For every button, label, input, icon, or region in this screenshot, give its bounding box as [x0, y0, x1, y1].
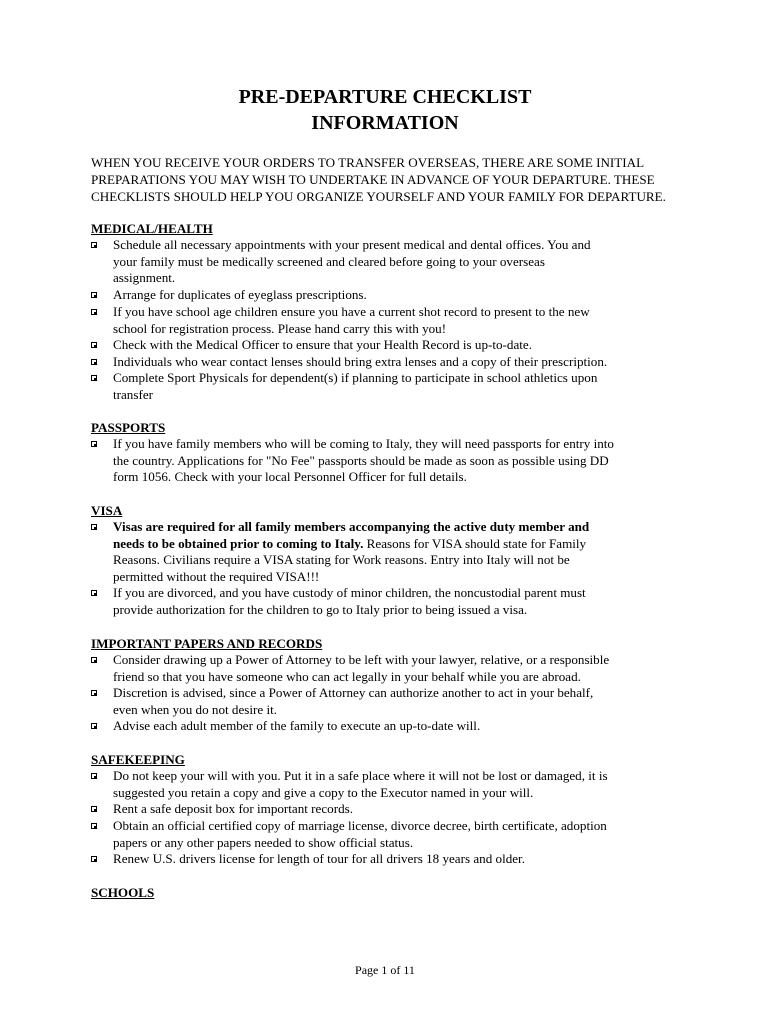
checklist-item-text: Complete Sport Physicals for dependent(s) if planning to participate in school athletics upon transfer	[113, 370, 598, 402]
section-heading-visa: VISA	[91, 503, 123, 518]
section-heading-papers: IMPORTANT PAPERS AND RECORDS	[91, 636, 323, 651]
checklist-item-text: Consider drawing up a Power of Attorney to be left with your lawyer, relative, or a responsible friend so that you have someone who can act legally in your behalf while you are abroad.	[113, 652, 610, 684]
checklist-item-text: Individuals who wear contact lenses should bring extra lenses and a copy of their prescription.	[113, 354, 608, 369]
page-title-line2: INFORMATION	[311, 112, 459, 134]
checklist-item-text: If you are divorced, and you have custody of minor children, the noncustodial parent must provide authorization for the children to go to Italy prior to being issued a visa.	[113, 585, 586, 617]
checklist-item-text: Obtain an official certified copy of marriage license, divorce decree, birth certificate, adoption papers or any other papers needed to show official status.	[113, 818, 607, 850]
checkbox-icon	[91, 342, 97, 348]
section-heading-safekeeping: SAFEKEEPING	[91, 752, 185, 767]
checklist-item-text: Check with the Medical Officer to ensure that your Health Record is up-to-date.	[113, 337, 532, 352]
checkbox-icon	[91, 690, 97, 696]
page-number: Page 1 of 11	[355, 963, 415, 977]
checkbox-icon	[91, 359, 97, 365]
checkbox-icon	[91, 242, 97, 248]
checklist-item-text: If you have family members who will be coming to Italy, they will need passports for entry into the country. Applications for "No Fee" passports should be made as soon as possible using DD form 1056. Check with your local Personnel Officer for full details.	[113, 436, 614, 485]
section-heading-medical: MEDICAL/HEALTH	[91, 221, 213, 236]
checklist-item-text: Schedule all necessary appointments with your present medical and dental offices. You and your family must be medically screened and cleared before going to your overseas assignment.	[113, 237, 591, 286]
visa-requirement-text: Reasons for VISA should state for Family Reasons. Civilians require a VISA stating for Work reasons. Entry into Italy will not be permitted without the required VISA!!!	[113, 535, 587, 584]
checkbox-icon	[91, 823, 97, 829]
checkbox-icon	[91, 309, 97, 315]
checklist-item-text: Do not keep your will with you. Put it in a safe place where it will not be lost or damaged, it is suggested you retain a copy and give a copy to the Executor named in your will.	[113, 768, 608, 800]
checkbox-icon	[91, 773, 97, 779]
checkbox-icon	[91, 441, 97, 447]
page-title-line1: PRE-DEPARTURE CHECKLIST	[238, 86, 532, 108]
visa-requirement-bold-text: Visas are required for all family members accompanying the active duty member and needs to be obtained prior to coming to Italy.	[113, 519, 590, 551]
checkbox-icon	[91, 375, 97, 381]
section-heading-passports: PASSPORTS	[91, 420, 166, 435]
section-heading-schools: SCHOOLS	[91, 885, 155, 900]
intro-paragraph: WHEN YOU RECEIVE YOUR ORDERS TO TRANSFER OVERSEAS, THERE ARE SOME INITIAL PREPARATIONS YOU MAY WISH TO UNDERTAKE IN ADVANCE OF YOUR DEPARTURE. THESE CHECKLISTS SHOULD HELP YOU ORGANIZE YOURSELF AND YOUR FAMILY FOR DEPARTURE.	[91, 155, 666, 204]
checkbox-icon	[91, 590, 97, 596]
checklist-item-text: If you have school age children ensure you have a current shot record to present to the new school for registration process. Please hand carry this with you!	[113, 304, 590, 336]
checkbox-icon	[91, 723, 97, 729]
checkbox-icon	[91, 657, 97, 663]
checklist-item-text	[113, 519, 693, 585]
checklist-item-text: Rent a safe deposit box for important records.	[113, 801, 353, 816]
checkbox-icon	[91, 856, 97, 862]
checklist-item-text: Arrange for duplicates of eyeglass prescriptions.	[113, 287, 367, 302]
checkbox-icon	[91, 292, 97, 298]
checklist-item-text: Renew U.S. drivers license for length of tour for all drivers 18 years and older.	[113, 851, 525, 866]
checklist-item-text: Advise each adult member of the family to execute an up-to-date will.	[113, 718, 481, 733]
checkbox-icon	[91, 524, 97, 530]
checklist-item-text: Discretion is advised, since a Power of Attorney can authorize another to act in your behalf, even when you do not desire it.	[113, 685, 594, 717]
checkbox-icon	[91, 806, 97, 812]
